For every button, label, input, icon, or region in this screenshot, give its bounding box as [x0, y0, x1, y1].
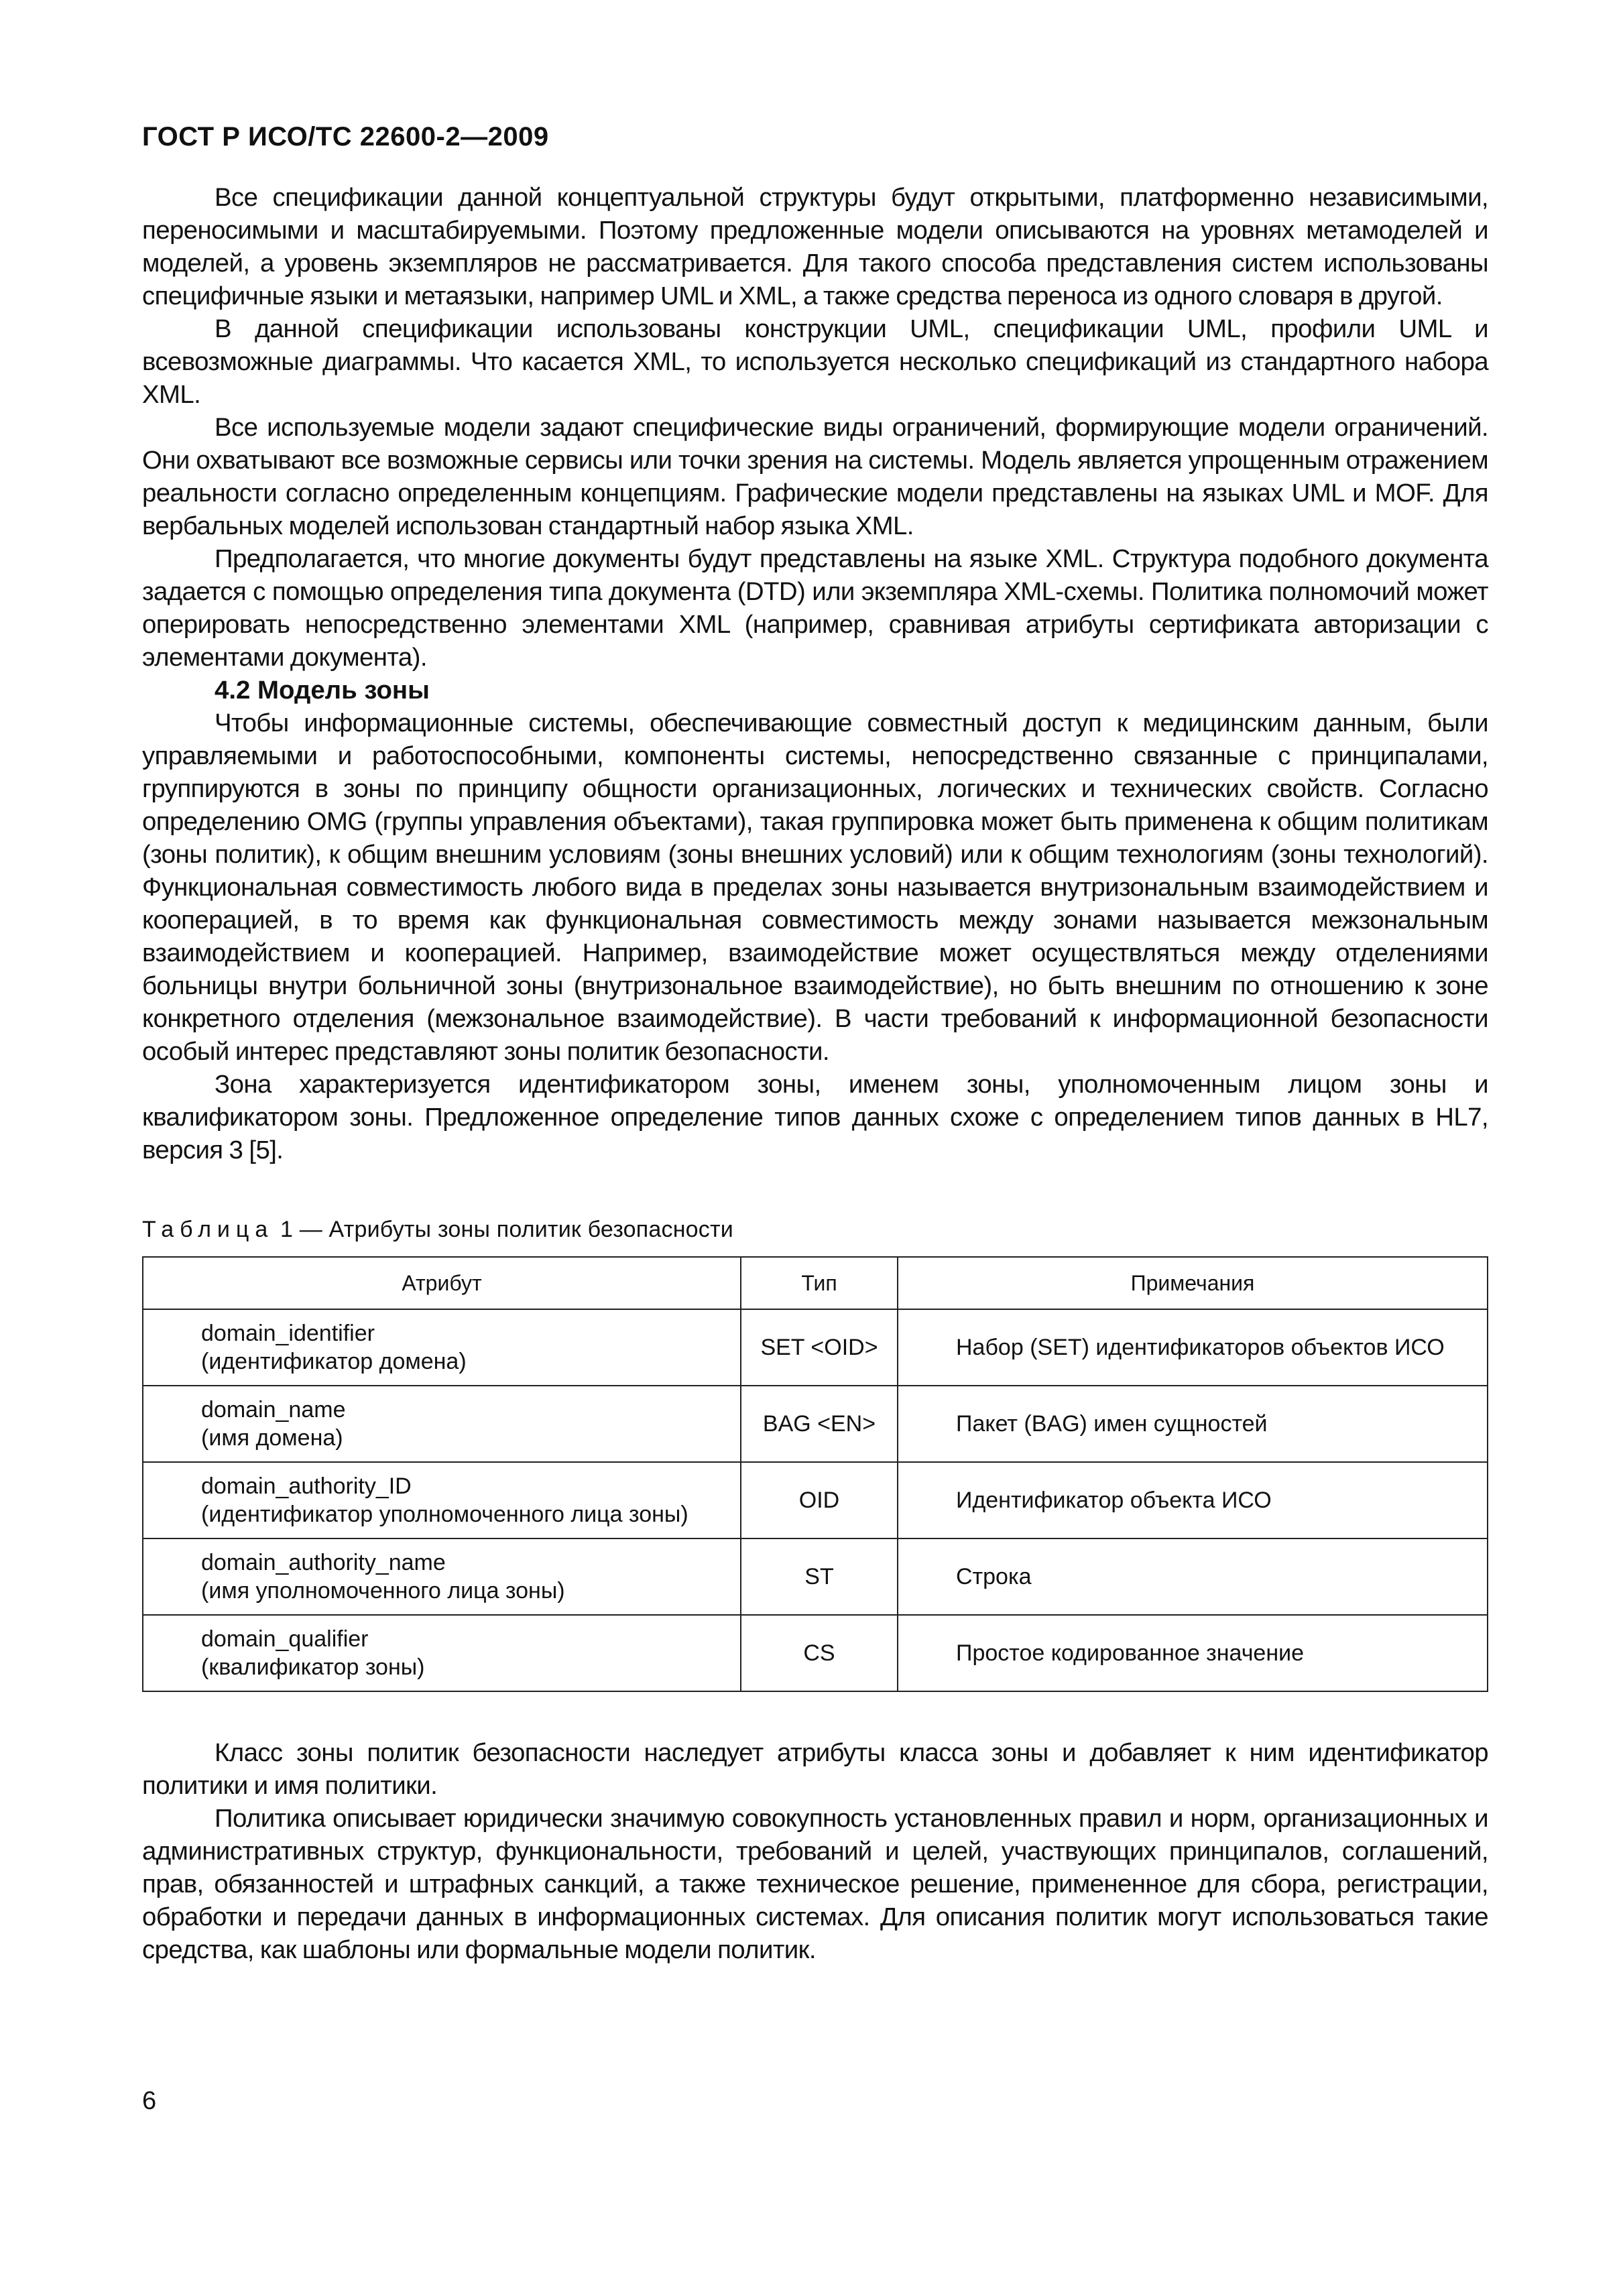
- type-cell: CS: [741, 1615, 898, 1691]
- note-text: Простое кодированное значение: [956, 1640, 1305, 1666]
- attribute-description: (идентификатор домена): [201, 1349, 467, 1374]
- table-caption: [142, 1215, 1488, 1244]
- type-cell: ST: [741, 1538, 898, 1615]
- attribute-description: (идентификатор уполномоченного лица зоны): [201, 1502, 688, 1527]
- body-text-after-table: [142, 1736, 1488, 1966]
- note-text: Строка: [956, 1564, 1032, 1589]
- type-cell: BAG <EN>: [741, 1386, 898, 1462]
- type-cell: OID: [741, 1462, 898, 1538]
- note-cell: [898, 1309, 1488, 1386]
- attribute-name: domain_authority_ID: [201, 1473, 412, 1499]
- attribute-cell: [143, 1386, 741, 1462]
- column-header-notes: Примечания: [898, 1257, 1488, 1309]
- paragraph: Чтобы информационные системы, обеспечивающие совместный доступ к медицинским данным, были управляемыми и работоспособными, компоненты системы, непосредственно связанные с принципалами, группируются в зоны по принципу общности организационных, логических и технических свойств. Согласно определению OMG (группы управления объектами), такая группировка может быть применена к общим политикам (зоны политик), к общим внешним условиям (зоны внешних условий) или к общим технологиям (зоны технологий). Функциональная совместимость любого вида в пределах зоны называется внутризональным взаимодействием и кооперацией, в то время как функциональная совместимость между зонами называется межзональным взаимодействием и кооперацией. Например, взаимодействие может осуществляться между отделениями больницы внутри больничной зоны (внутризональное взаимодействие), но быть внешним по отношению к зоне конкретного отделения (межзональное взаимодействие). В части требований к информационной безопасности особый интерес представляют зоны политик безопасности.: [142, 709, 1488, 1066]
- attribute-cell: [143, 1462, 741, 1538]
- table-caption-text: 1 — Атрибуты зоны политик безопасности: [274, 1217, 733, 1242]
- document-header: ГОСТ Р ИСО/ТС 22600-2—2009: [142, 122, 549, 152]
- table-row: [143, 1386, 1488, 1462]
- table-header-row: [143, 1257, 1488, 1309]
- type-cell: SET <OID>: [741, 1309, 898, 1386]
- note-cell: [898, 1538, 1488, 1615]
- note-cell: [898, 1615, 1488, 1691]
- table-row: [143, 1538, 1488, 1615]
- paragraph: Политика описывает юридически значимую совокупность установленных правил и норм, организационных и административных структур, функциональности, требований и целей, участвующих принципалов, соглашений, прав, обязанностей и штрафных санкций, а также техническое решение, примененное для сбора, регистрации, обработки и передачи данных в информационных системах. Для описания политик могут использоваться такие средства, как шаблоны или формальные модели политик.: [142, 1804, 1488, 1964]
- attribute-name: domain_name: [201, 1397, 346, 1423]
- table-row: [143, 1615, 1488, 1691]
- attribute-name: domain_qualifier: [201, 1626, 369, 1652]
- paragraph: Все используемые модели задают специфические виды ограничений, формирующие модели ограничений. Они охватывают все возможные сервисы или точки зрения на системы. Модель является упрощенным отражением реальности согласно определенным концепциям. Графические модели представлены на языках UML и MOF. Для вербальных моделей использован стандартный набор языка XML.: [142, 413, 1488, 540]
- attribute-name: domain_identifier: [201, 1321, 375, 1346]
- table-caption-label: Таблица: [142, 1217, 274, 1242]
- paragraph: Предполагается, что многие документы будут представлены на языке XML. Структура подобного документа задается с помощью определения типа документа (DTD) или экземпляра XML-схемы. Политика полномочий может оперировать непосредственно элементами XML (например, сравнивая атрибуты сертификата авторизации с элементами документа).: [142, 544, 1488, 672]
- note-text: Пакет (BAG) имен сущностей: [956, 1411, 1268, 1437]
- document-page: [142, 121, 1488, 1966]
- note-text: Идентификатор объекта ИСО: [956, 1488, 1272, 1513]
- paragraph: Все спецификации данной концептуальной структуры будут открытыми, платформенно независимыми, переносимыми и масштабируемыми. Поэтому предложенные модели описываются на уровнях метамоделей и моделей, а уровень экземпляров не рассматривается. Для такого способа представления систем использованы специфичные языки и метаязыки, например UML и XML, а также средства переноса из одного словаря в другой.: [142, 183, 1488, 310]
- attribute-cell: [143, 1538, 741, 1615]
- paragraph: Класс зоны политик безопасности наследует атрибуты класса зоны и добавляет к ним идентификатор политики и имя политики.: [142, 1738, 1488, 1800]
- attribute-description: (квалификатор зоны): [201, 1654, 425, 1680]
- column-header-type: Тип: [741, 1257, 898, 1309]
- attribute-description: (имя домена): [201, 1425, 343, 1451]
- attributes-table: [142, 1256, 1488, 1692]
- attribute-cell: [143, 1309, 741, 1386]
- column-header-attribute: Атрибут: [143, 1257, 741, 1309]
- paragraph: Зона характеризуется идентификатором зоны, именем зоны, уполномоченным лицом зоны и квалификатором зоны. Предложенное определение типов данных схоже с определением типов данных в HL7, версия 3 [5].: [142, 1070, 1488, 1164]
- body-text: [142, 181, 1488, 1166]
- note-text: Набор (SET) идентификаторов объектов ИСО: [956, 1335, 1445, 1360]
- attribute-cell: [143, 1615, 741, 1691]
- page-number: 6: [142, 2087, 157, 2115]
- attribute-name: domain_authority_name: [201, 1550, 446, 1575]
- note-cell: [898, 1386, 1488, 1462]
- note-cell: [898, 1462, 1488, 1538]
- attribute-description: (имя уполномоченного лица зоны): [201, 1578, 565, 1604]
- table-row: [143, 1309, 1488, 1386]
- table-row: [143, 1462, 1488, 1538]
- paragraph: В данной спецификации использованы конструкции UML, спецификации UML, профили UML и всевозможные диаграммы. Что касается XML, то используется несколько спецификаций из стандартного набора XML.: [142, 314, 1488, 409]
- section-heading: 4.2 Модель зоны: [215, 676, 430, 705]
